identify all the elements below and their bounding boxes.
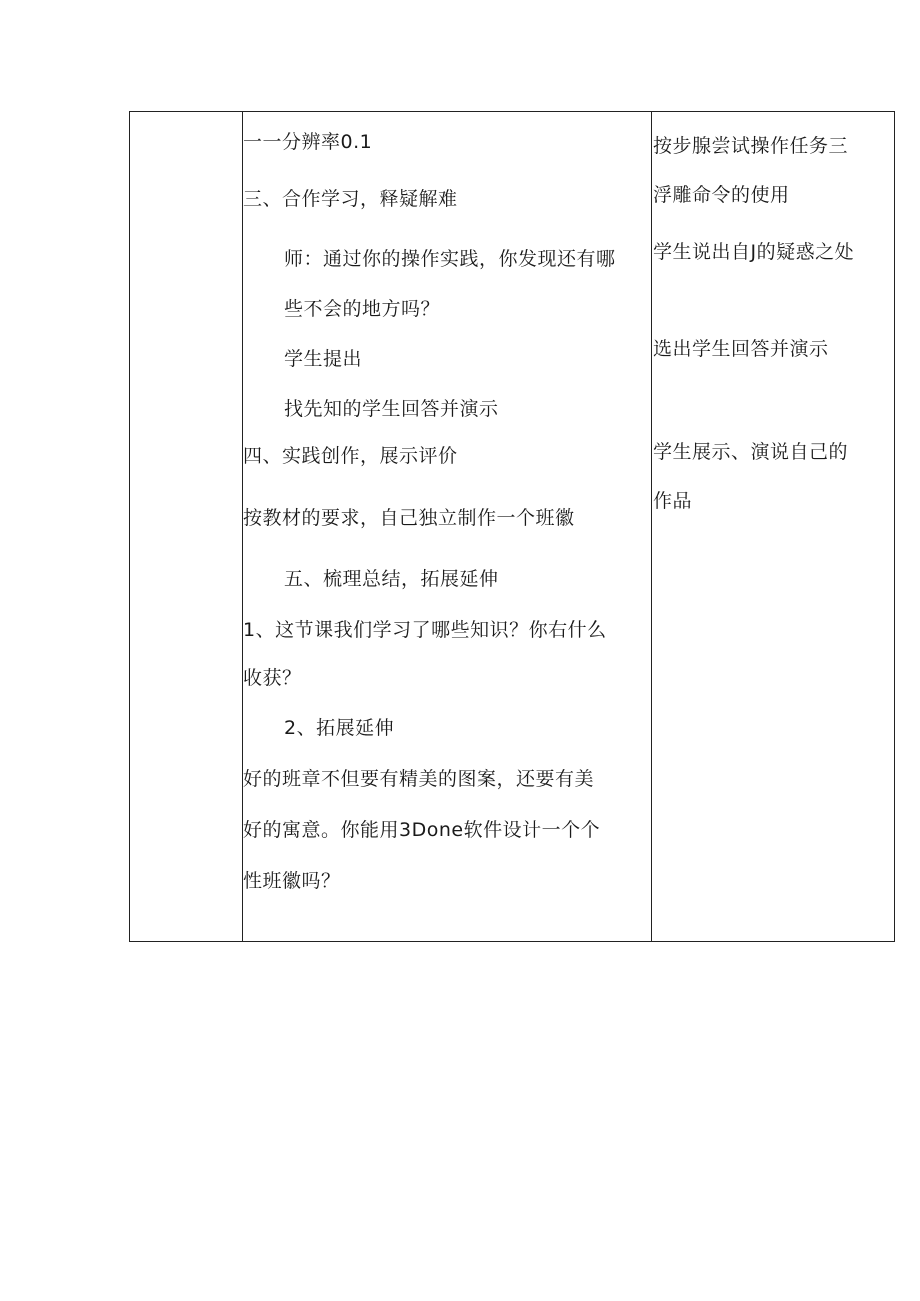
find-student-to-demonstrate: 找先知的学生回答并演示: [284, 398, 499, 420]
section-heading-practice: 四、实践创作，展示评价: [243, 445, 458, 467]
extension-heading: 2、拓展延伸: [284, 717, 395, 739]
extension-text-line-3: 性班徽吗？: [243, 870, 341, 892]
student-activity-answer-demo: 选出学生回答并演示: [653, 338, 829, 360]
summary-question-line-2: 收获？: [243, 667, 302, 689]
teacher-question-line-2: 些不会的地方吗？: [284, 298, 441, 320]
extension-text-line-1: 好的班章不但要有精美的图案，还要有美: [243, 768, 595, 790]
student-activity-doubts: 学生说出自J的疑惑之处: [653, 241, 855, 263]
students-raise-questions: 学生提出: [284, 348, 363, 370]
summary-question-line-1: 1、这节课我们学习了哪些知识？你右什么: [243, 619, 607, 641]
section-heading-cooperative-learning: 三、合作学习，释疑解难: [243, 188, 458, 210]
student-activity-showcase-line-2: 作品: [653, 490, 693, 512]
extension-text-line-2: 好的寓意。你能用3Done软件设计一个个: [243, 819, 601, 841]
column-divider-right: [651, 112, 652, 941]
student-activity-relief-command: 浮雕命令的使用: [653, 184, 790, 206]
teacher-line-resolution: 一一分辨率0.1: [243, 131, 373, 153]
practice-task: 按教材的要求，自己独立制作一个班徽: [243, 507, 575, 529]
section-heading-summary: 五、梳理总结，拓展延伸: [284, 568, 499, 590]
student-activity-showcase-line-1: 学生展示、演说自己的: [653, 441, 849, 463]
teacher-question-line-1: 师：通过你的操作实践，你发现还有哪: [284, 248, 616, 270]
student-activity-try-task: 按步腺尝试操作任务三: [653, 135, 849, 157]
